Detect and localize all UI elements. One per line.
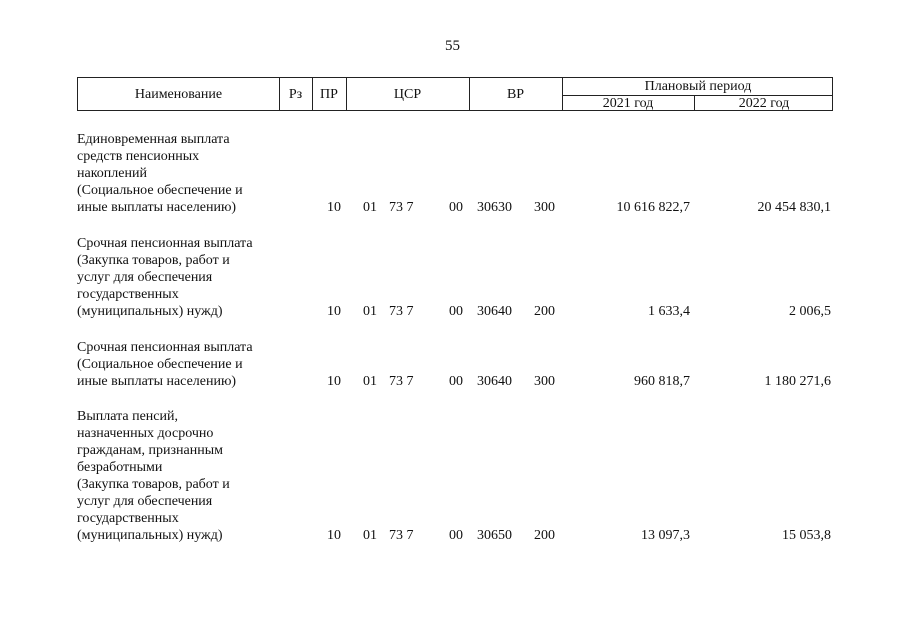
row-value-2021: 1 633,4: [648, 304, 690, 319]
row-name-line: Срочная пенсионная выплата: [77, 340, 253, 355]
row-rz: 10: [327, 528, 341, 543]
row-value-2021: 13 097,3: [641, 528, 690, 543]
row-value-2022: 2 006,5: [789, 304, 831, 319]
table-row: [77, 339, 833, 390]
table-header: [77, 77, 833, 111]
row-name-line: государственных: [77, 287, 179, 302]
row-pr: 01: [363, 374, 377, 389]
header-year-2021: 2021 год: [602, 96, 654, 111]
row-pr: 01: [363, 304, 377, 319]
row-csr-program: 73 7: [389, 304, 414, 319]
row-vr: 200: [534, 528, 555, 543]
row-name-line: гражданам, признанным: [77, 443, 224, 458]
row-rz: 10: [327, 304, 341, 319]
page-number: 55: [445, 38, 460, 54]
row-name-line: государственных: [77, 511, 179, 526]
table-row: [77, 408, 833, 544]
row-csr-sub: 00: [449, 528, 463, 543]
row-name-line: (Социальное обеспечение и: [77, 357, 243, 372]
row-vr: 300: [534, 374, 555, 389]
table-row: [77, 131, 833, 216]
row-vr: 200: [534, 304, 555, 319]
header-vr: ВР: [506, 87, 525, 102]
row-csr-program: 73 7: [389, 528, 414, 543]
row-csr-code: 30640: [477, 374, 512, 389]
table-row: [77, 235, 833, 320]
header-rz: Рз: [288, 87, 303, 102]
row-vr: 300: [534, 200, 555, 215]
row-name-line: безработными: [77, 460, 163, 475]
row-csr-sub: 00: [449, 374, 463, 389]
row-name-line: иные выплаты населению): [77, 374, 237, 389]
row-csr-program: 73 7: [389, 200, 414, 215]
row-csr-code: 30630: [477, 200, 512, 215]
row-csr-sub: 00: [449, 200, 463, 215]
row-csr-code: 30650: [477, 528, 512, 543]
row-value-2021: 10 616 822,7: [616, 200, 690, 215]
row-name: [77, 408, 287, 544]
row-value-2021: 960 818,7: [634, 374, 690, 389]
row-name-line: (Социальное обеспечение и: [77, 183, 243, 198]
row-name-line: накоплений: [77, 166, 147, 181]
row-rz: 10: [327, 374, 341, 389]
row-name: [77, 235, 287, 320]
row-pr: 01: [363, 200, 377, 215]
row-name-line: (Закупка товаров, работ и: [77, 253, 230, 268]
row-name-line: Срочная пенсионная выплата: [77, 236, 253, 251]
header-csr: ЦСР: [393, 87, 422, 102]
row-name-line: услуг для обеспечения: [77, 270, 213, 285]
row-name: [77, 131, 287, 216]
row-name-line: услуг для обеспечения: [77, 494, 213, 509]
row-name-line: (муниципальных) нужд): [77, 304, 223, 319]
row-value-2022: 1 180 271,6: [764, 374, 831, 389]
row-csr-sub: 00: [449, 304, 463, 319]
row-rz: 10: [327, 200, 341, 215]
row-name: [77, 339, 287, 390]
header-plan-period: Плановый период: [644, 79, 752, 94]
row-pr: 01: [363, 528, 377, 543]
row-name-line: (муниципальных) нужд): [77, 528, 223, 543]
row-name-line: назначенных досрочно: [77, 426, 214, 441]
row-name-line: Единовременная выплата: [77, 132, 230, 147]
row-name-line: Выплата пенсий,: [77, 409, 178, 424]
row-name-line: средств пенсионных: [77, 149, 200, 164]
header-pr: ПР: [320, 87, 338, 102]
row-value-2022: 15 053,8: [782, 528, 831, 543]
row-csr-code: 30640: [477, 304, 512, 319]
header-name: Наименование: [134, 87, 223, 102]
row-csr-program: 73 7: [389, 374, 414, 389]
header-year-2022: 2022 год: [738, 96, 790, 111]
row-value-2022: 20 454 830,1: [757, 200, 831, 215]
row-name-line: (Закупка товаров, работ и: [77, 477, 230, 492]
row-name-line: иные выплаты населению): [77, 200, 237, 215]
